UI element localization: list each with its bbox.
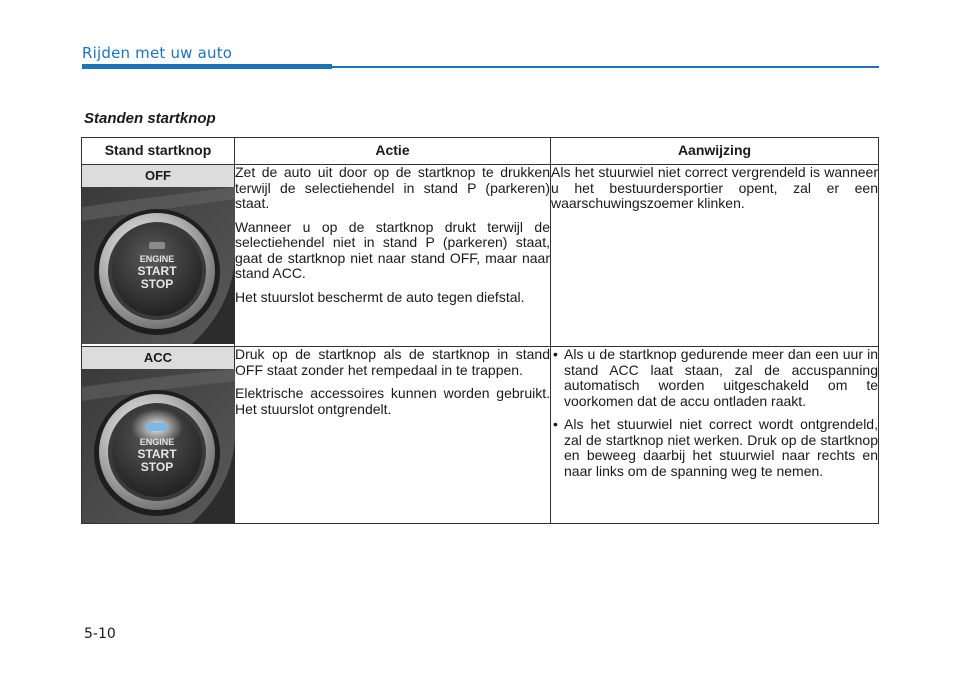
- table-row: [82, 165, 879, 347]
- table-row: [82, 347, 879, 524]
- list-item-text: Als het stuurwiel niet correct wordt ontgrendeld, zal de startknop niet werken. Druk op de startknop en beweeg daarbij het stuurwiel naar rechts en naar links om de spanning weg te nemen.: [564, 416, 878, 479]
- column-header-actie: Actie: [235, 138, 551, 165]
- actie-paragraph: Wanneer u op de startknop drukt terwijl de selectiehendel niet in stand P (parkeren) staat, gaat de startknop niet naar stand OFF, maar naar stand ACC.: [235, 218, 550, 281]
- table-header-row: [82, 138, 879, 165]
- actie-paragraph: Elektrische accessoires kunnen worden gebruikt. Het stuurslot ontgrendelt.: [235, 385, 550, 417]
- engine-start-stop-button-off-icon: [82, 187, 235, 344]
- position-cell: [82, 165, 235, 347]
- header-rule-thick: [82, 64, 332, 69]
- bullet-icon: •: [553, 416, 558, 432]
- engine-start-stop-button-acc-icon: [82, 369, 235, 523]
- engine-label: ENGINE: [139, 254, 175, 264]
- position-cell: [82, 347, 235, 524]
- actie-cell: [235, 347, 551, 524]
- section-title: Standen startknop: [84, 110, 216, 127]
- position-label: ACC: [82, 347, 234, 369]
- bullet-icon: •: [553, 346, 558, 362]
- actie-paragraph: Druk op de startknop als de startknop in stand OFF staat zonder het rempedaal in te trappen.: [235, 346, 550, 378]
- page-number: 5-10: [84, 626, 116, 642]
- aanwijzing-cell: [551, 347, 879, 524]
- stop-label: STOP: [140, 460, 174, 474]
- start-label: START: [137, 447, 177, 461]
- start-button-positions-table: [81, 137, 879, 524]
- actie-paragraph: Het stuurslot beschermt de auto tegen diefstal.: [235, 288, 525, 305]
- list-item: [551, 347, 878, 409]
- actie-cell: [235, 165, 551, 347]
- aanwijzing-paragraph: Als het stuurwiel niet correct vergrendeld is wanneer u het bestuurdersportier opent, zal er een waarschuwingszoemer klinken.: [551, 164, 878, 211]
- aanwijzing-cell: [551, 165, 879, 347]
- engine-label: ENGINE: [139, 437, 175, 447]
- column-header-stand: Stand startknop: [82, 138, 235, 165]
- stop-label: STOP: [140, 277, 174, 291]
- aanwijzing-list: [551, 347, 878, 479]
- list-item: [551, 417, 878, 479]
- column-header-aanwijzing: Aanwijzing: [551, 138, 879, 165]
- actie-paragraph: Zet de auto uit door op de startknop te drukken terwijl de selectiehendel in stand P (parkeren) staat.: [235, 164, 550, 211]
- list-item-text: Als u de startknop gedurende meer dan een uur in stand ACC laat staan, zal de accuspanning automatisch worden uitgeschakeld om te voorkomen dat de accu ontladen raakt.: [564, 346, 878, 409]
- chapter-title: Rijden met uw auto: [82, 44, 233, 62]
- start-label: START: [137, 264, 177, 278]
- position-label: OFF: [82, 165, 234, 187]
- header-rule-thin: [332, 66, 879, 68]
